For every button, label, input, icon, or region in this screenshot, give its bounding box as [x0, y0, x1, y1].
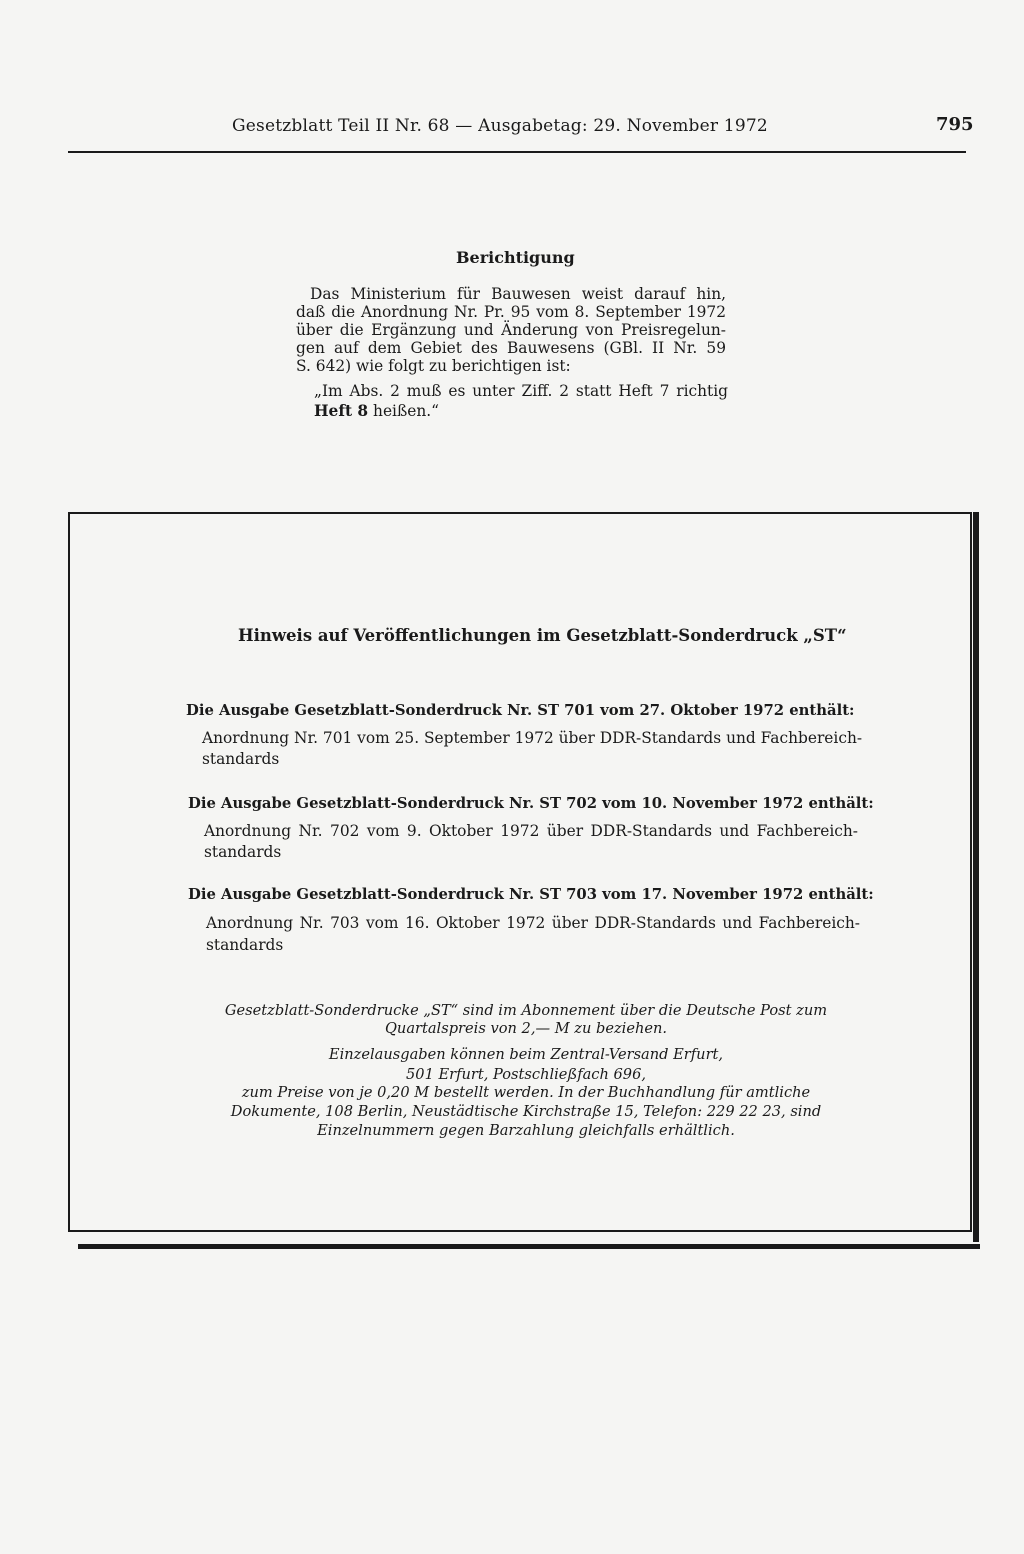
header-rule	[68, 151, 966, 153]
issue-body: standards	[206, 936, 284, 954]
correction-line: gen auf dem Gebiet des Bauwesens (GBl. II Nr. 59	[296, 339, 726, 357]
running-header: Gesetzblatt Teil II Nr. 68 — Ausgabetag: 29. November 1972	[232, 116, 768, 136]
ordering-text: Dokumente, 108 Berlin, Neustädtische Kirchstraße 15, Telefon: 229 22 23, sind	[230, 1103, 822, 1120]
notice-title: Hinweis auf Veröffentlichungen im Gesetzblatt-Sonderdruck „ST“	[238, 626, 847, 645]
correction-line: über die Ergänzung und Änderung von Preisregelun-	[296, 321, 726, 339]
ordering-text: zum Preise von je 0,20 M bestellt werden. In der Buchhandlung für amtliche	[241, 1084, 811, 1101]
issue-heading: Die Ausgabe Gesetzblatt-Sonderdruck Nr. ST 703 vom 17. November 1972 enthält:	[188, 886, 874, 903]
quote-rest: heißen.“	[368, 402, 440, 420]
correction-line: S. 642) wie folgt zu berichtigen ist:	[296, 357, 571, 375]
issue-body: standards	[204, 843, 282, 861]
correction-quote: „Im Abs. 2 muß es unter Ziff. 2 statt Heft 7 richtig	[314, 382, 728, 400]
issue-body: Anordnung Nr. 702 vom 9. Oktober 1972 über DDR-Standards und Fachbereich-	[204, 822, 858, 840]
correction-heading: Berichtigung	[456, 248, 575, 267]
correction-quote-end	[314, 402, 439, 420]
issue-body: Anordnung Nr. 701 vom 25. September 1972 über DDR-Standards und Fachbereich-	[202, 729, 863, 747]
notice-frame-shadow	[78, 1244, 980, 1249]
ordering-text: Einzelausgaben können beim Zentral-Versand Erfurt,	[328, 1046, 724, 1063]
ordering-text: 501 Erfurt, Postschließfach 696,	[406, 1066, 646, 1083]
correction-line: daß die Anordnung Nr. Pr. 95 vom 8. September 1972	[296, 303, 726, 321]
issue-heading: Die Ausgabe Gesetzblatt-Sonderdruck Nr. ST 701 vom 27. Oktober 1972 enthält:	[186, 702, 855, 719]
issue-heading: Die Ausgabe Gesetzblatt-Sonderdruck Nr. ST 702 vom 10. November 1972 enthält:	[188, 795, 874, 812]
quote-emphasis: Heft 8	[314, 402, 369, 420]
subscription-text: Quartalspreis von 2,— M zu beziehen.	[384, 1020, 668, 1037]
subscription-text: Gesetzblatt-Sonderdrucke „ST“ sind im Abonnement über die Deutsche Post zum	[224, 1002, 828, 1019]
correction-line: Das Ministerium für Bauwesen weist darauf hin,	[310, 285, 726, 303]
page-number: 795	[936, 114, 974, 135]
issue-body: standards	[202, 750, 280, 768]
ordering-text: Einzelnummern gegen Barzahlung gleichfalls erhältlich.	[317, 1122, 735, 1139]
issue-body: Anordnung Nr. 703 vom 16. Oktober 1972 über DDR-Standards und Fachbereich-	[206, 914, 860, 932]
